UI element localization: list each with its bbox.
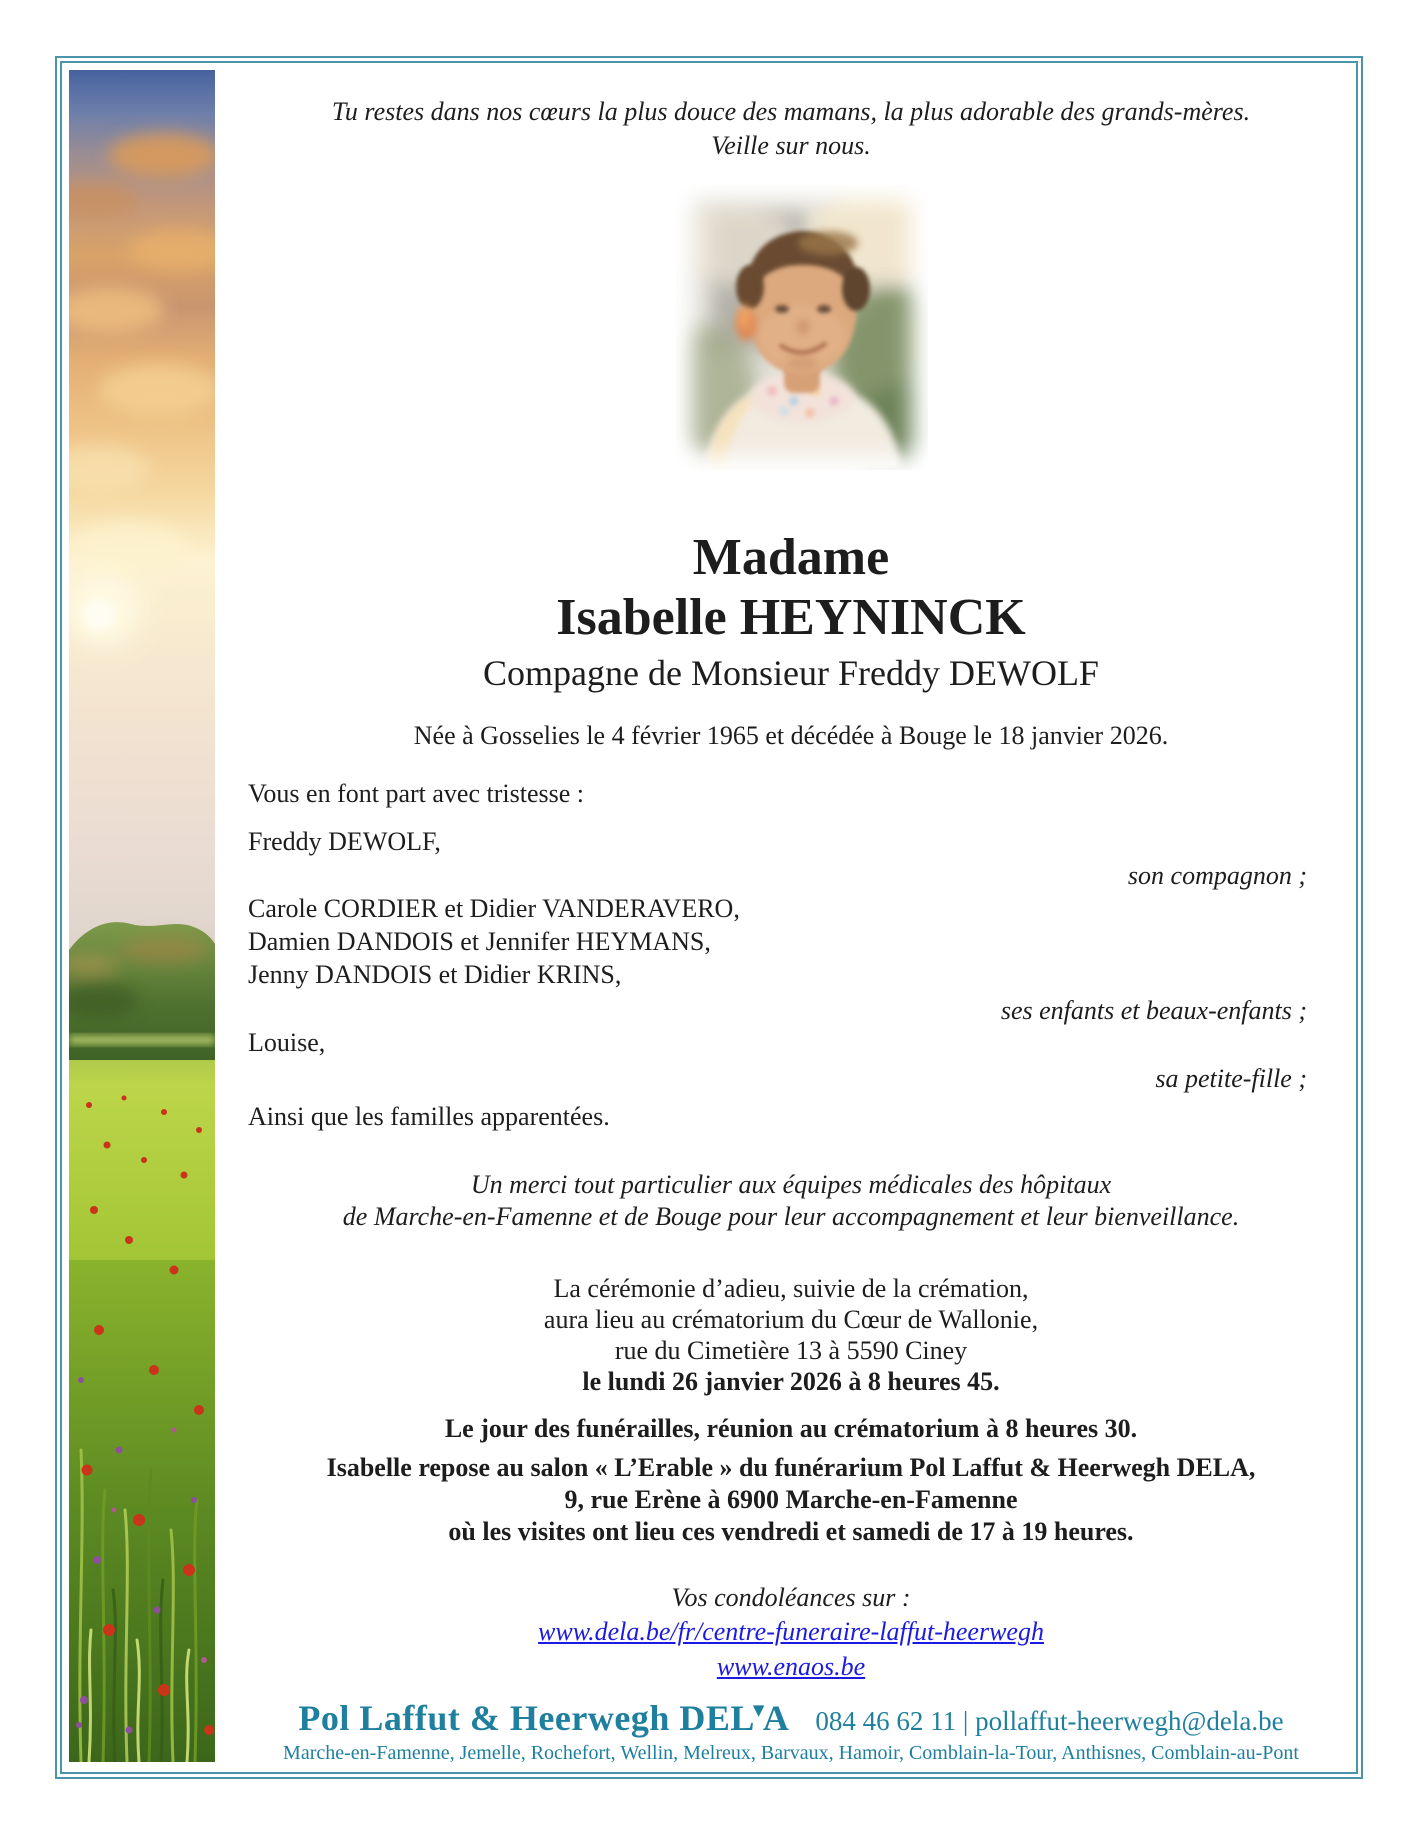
mourner-name-group (221, 892, 1361, 991)
condolence-link-dela[interactable]: www.dela.be/fr/centre-funeraire-laffut-heerwegh (538, 1617, 1044, 1646)
mourner-relation-label: ses enfants et beaux-enfants ; (1000, 996, 1307, 1025)
ceremony-line: La cérémonie d’adieu, suivie de la crémation, (553, 1274, 1029, 1303)
landscape-strip-graphic (69, 70, 215, 1762)
funeral-home-logo (298, 1694, 790, 1738)
deceased-title-block (221, 528, 1361, 648)
repose-line: Isabelle repose au salon « L’Erable » du funérarium Pol Laffut & Heerwegh DELA, (326, 1453, 1256, 1482)
brand-triangle-icon: ▼ (752, 1701, 765, 1719)
thanks-paragraph (221, 1169, 1361, 1233)
thanks-line: Un merci tout particulier aux équipes médicales des hôpitaux (470, 1170, 1112, 1199)
deceased-name: Isabelle HEYNINCK (556, 589, 1026, 646)
announcement-content (221, 58, 1361, 1777)
phone-number: 084 46 62 11 (815, 1706, 957, 1736)
epitaph-line: Tu restes dans nos cœurs la plus douce des mamans, la plus adorable des grands-mères. (331, 97, 1251, 126)
condolence-link-enaos[interactable]: www.enaos.be (716, 1652, 866, 1681)
ceremony-line: rue du Cimetière 13 à 5590 Ciney (614, 1336, 968, 1365)
portrait-photo (676, 185, 928, 470)
ceremony-line: aura lieu au crématorium du Cœur de Wallonie, (543, 1305, 1039, 1334)
announcement-intro: Vous en font part avec tristesse : (248, 779, 584, 808)
mourner-name: Carole CORDIER et Didier VANDERAVERO, (248, 894, 740, 923)
thanks-line: de Marche-en-Famenne et de Bouge pour leur accompagnement et leur bienveillance. (342, 1202, 1240, 1231)
ceremony-details (221, 1273, 1361, 1397)
condolence-links (221, 1614, 1361, 1684)
mourner-name: Jenny DANDOIS et Didier KRINS, (248, 960, 622, 989)
families-line: Ainsi que les familles apparentées. (248, 1102, 610, 1131)
landscape-strip-image (69, 70, 215, 1762)
contact-separator: | (962, 1706, 969, 1736)
brand-mark: DEL▼A (679, 1698, 790, 1738)
email-address: pollaffut-heerwegh@dela.be (975, 1706, 1284, 1736)
mourner-name: Louise, (248, 1028, 326, 1057)
towns-list: Marche-en-Famenne, Jemelle, Rochefort, Wellin, Melreux, Barvaux, Hamoir, Comblain-la-Tour, Anthisnes, Comblain-au-Pont (283, 1742, 1299, 1764)
condolences-label: Vos condoléances sur : (671, 1583, 911, 1612)
mourner-relation-label: son compagnon ; (1127, 861, 1307, 890)
reunion-line: Le jour des funérailles, réunion au crématorium à 8 heures 30. (444, 1414, 1138, 1443)
epitaph-line: Veille sur nous. (711, 131, 871, 160)
repose-details (221, 1452, 1361, 1548)
mourner-relation-label: sa petite-fille ; (1155, 1064, 1307, 1093)
double-border-frame (55, 56, 1363, 1779)
epitaph (221, 95, 1361, 163)
brand-prefix: Pol Laffut & Heerwegh (298, 1698, 670, 1738)
funeral-home-footer (221, 1694, 1361, 1765)
repose-line: où les visites ont lieu ces vendredi et samedi de 17 à 19 heures. (448, 1517, 1134, 1546)
life-summary: Née à Gosselies le 4 février 1965 et décédée à Bouge le 18 janvier 2026. (413, 721, 1169, 750)
portrait-photo-graphic (676, 185, 928, 470)
ceremony-datetime: le lundi 26 janvier 2026 à 8 heures 45. (582, 1367, 1000, 1396)
deceased-honorific: Madame (692, 529, 890, 586)
mourner-name: Damien DANDOIS et Jennifer HEYMANS, (248, 927, 711, 956)
mourner-name: Freddy DEWOLF, (248, 827, 441, 856)
funeral-home-brand-row (221, 1694, 1361, 1737)
repose-line: 9, rue Erène à 6900 Marche-en-Famenne (564, 1485, 1018, 1514)
funeral-home-contact (815, 1705, 1283, 1737)
deceased-relation: Compagne de Monsieur Freddy DEWOLF (483, 653, 1099, 693)
